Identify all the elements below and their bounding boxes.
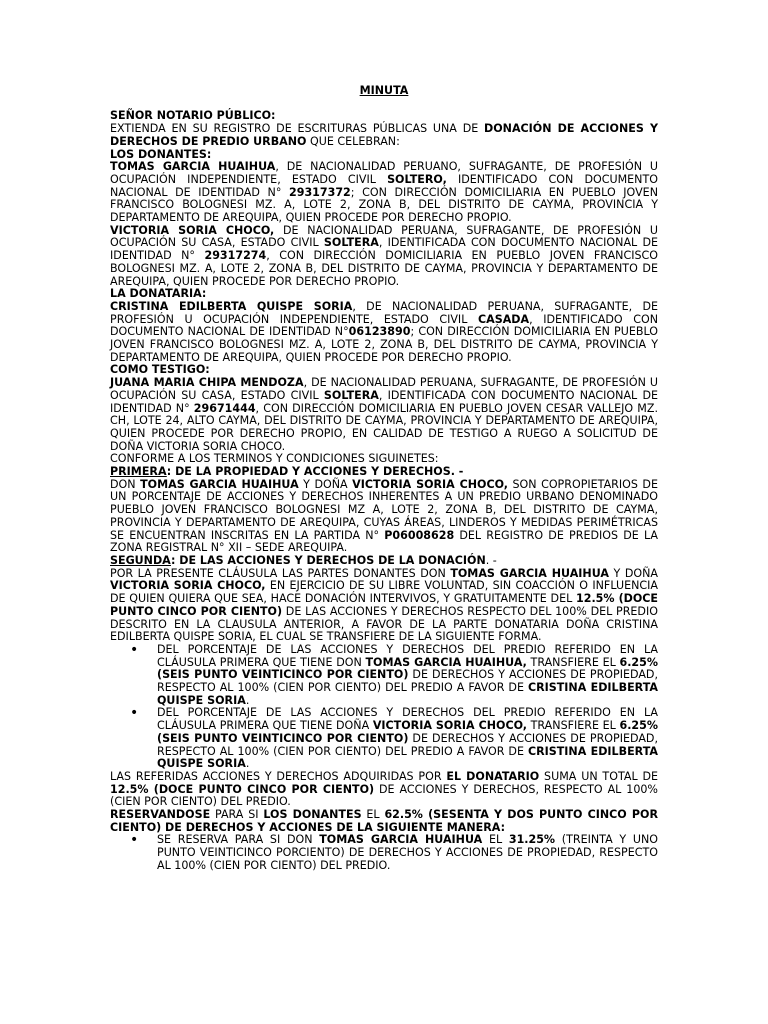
text-run: EN EJERCICIO DE SU LIBRE VOLUNTAD, SIN COACCIÓN O INFLUENCIA DE QUIEN QUIERA QUE SEA, HACE DONACIÓN INTERVIVOS, Y GRATUITAMENTE DEL [110, 579, 658, 606]
text-run: 12.5% (DOCE PUNTO CINCO POR CIENTO) [110, 592, 659, 618]
text-run: Y DOÑA [298, 477, 353, 491]
text-run: CRISTINA EDILBERTA QUISPE SORIA [157, 744, 658, 771]
text-run: , CON DIRECCIÓN DOMICILIARIA EN PUEBLO JOVEN CESAR VALLEJO MZ. CH, LOTE 24, ALTO CAYMA, DEL DISTRITO DE CAYMA, PROVINCIA Y DEPARTAMENTO DE AREQUIPA, QUIEN PROCEDE POR DERECHO PROPIO, EN CALIDAD DE TESTIGO A RUEGO A SOLICITUD DE DOÑA VICTORIA SORIA CHOCO. [110, 401, 658, 453]
text-run: , DE NACIONALIDAD PERUANA, SUFRAGANTE, DE PROFESIÓN U OCUPACIÓN SU CASA, ESTADO CIVIL [110, 376, 658, 402]
text-run: EL [482, 833, 509, 847]
text-run: TOMAS GARCIA HUAIHUA, [365, 655, 527, 669]
text-run: SEGUNDA [110, 554, 171, 567]
text-run: SUMA UN TOTAL DE [539, 769, 659, 783]
text-run: SOLTERA [323, 388, 379, 402]
text-run: TOMAS GARCIA HUAIHUA [319, 833, 483, 847]
text-run: TOMAS GARCIA HUAIHUA [140, 477, 299, 491]
text-run: (TREINTA Y UNO PUNTO VEINTICINCO PORCIENTO) DE DERECHOS Y ACCIONES DE PROPIEDAD, RESPECTO AL 100% (CIEN POR CIENTO) DEL PREDIO. [157, 833, 659, 872]
text-run: SOLTERO, [387, 172, 447, 186]
text-run: 62.5% (SESENTA Y DOS PUNTO CINCO POR CIENTO) DE DERECHOS Y ACCIONES DE LA SIGUIENTE MANERA: [110, 808, 659, 834]
text-run: CASADA [477, 312, 530, 326]
document-title: MINUTA [359, 84, 409, 97]
text-run: SON COPROPIETARIOS DE UN PORCENTAJE DE ACCIONES Y DERECHOS INHERENTES A UN PREDIO URBANO DENOMINADO PUEBLO JOVEN FRANCISCO BOLOGNESI MZ A, LOTE 2, ZONA B, DEL DISTRITO DE CAYMA, PROVINCIA Y DEPARTAMENTO DE AREQUIPA, CUYAS ÁREAS, LINDEROS Y MEDIDAS PERIMÉTRICAS SE ENCUENTRAN INSCRITAS EN LA PARTIDA N° [110, 477, 658, 542]
text-run: , IDENTIFICADA CON DOCUMENTO NACIONAL DE IDENTIDAD N° [110, 388, 658, 415]
text-run: , DE NACIONALIDAD PERUANO, SUFRAGANTE, DE PROFESIÓN U OCUPACIÓN INDEPENDIENTE, ESTADO CIVIL [110, 160, 658, 186]
donantes-heading: LOS DONANTES: [110, 147, 212, 161]
text-run: ; CON DIRECCIÓN DOMICILIARIA EN PUEBLO JOVEN FRANCISCO BOLOGNESI MZ. A, LOTE 2, ZONA B, DEL DISTRITO DE CAYMA, PROVINCIA Y DEPARTAMENTO DE AREQUIPA, QUIEN PROCEDE POR DERECHO PROPIO. [110, 325, 658, 364]
text-run: . - [485, 554, 497, 567]
text-run: 06123890 [348, 325, 411, 339]
text-run: , CON DIRECCIÓN DOMICILIARIA EN PUEBLO JOVEN FRANCISCO BOLOGNESI MZ. A, LOTE 2, ZONA B, DEL DISTRITO DE CAYMA, PROVINCIA Y DEPARTAMENTO DE AREQUIPA, QUIEN PROCEDE POR DERECHO PROPIO. [110, 249, 658, 288]
reserva-list [110, 834, 658, 872]
text-run: 29671444 [193, 401, 256, 415]
text-run: DONACIÓN DE ACCIONES Y DERECHOS DE PREDIO URBANO [110, 122, 658, 148]
text-run: , IDENTIFICADO CON DOCUMENTO NACIONAL DE IDENTIDAD N° [110, 312, 659, 339]
text-run: DE ACCIONES Y DERECHOS, RESPECTO AL 100% (CIEN POR CIENTO) DEL PREDIO. [110, 782, 658, 809]
document-body [110, 85, 658, 873]
text-run: DE LAS ACCIONES Y DERECHOS RESPECTO DEL 100% DEL PREDIO DESCRITO EN LA CLAUSULA ANTERIOR, A FAVOR DE LA PARTE DONATARIA DOÑA CRISTINA EDILBERTA QUISPE SORIA, EL CUAL SE TRANSFIERE DE LA SIGUIENTE FORMA. [110, 604, 658, 644]
conforme-paragraph: CONFORME A LOS TERMINOS Y CONDICIONES SIGUINETES: [110, 452, 439, 466]
text-run: ; CON DIRECCIÓN DOMICILIARIA EN PUEBLO JOVEN FRANCISCO BOLOGNESI MZ. A, LOTE 2, ZONA B, DEL DISTRITO DE CAYMA, PROVINCIA Y DEPARTAMENTO DE AREQUIPA, QUIEN PROCEDE POR DERECHO PROPIO. [110, 185, 658, 225]
text-run: PRIMERA [110, 465, 167, 479]
text-run: VICTORIA SORIA CHOCO, [110, 579, 266, 593]
text-run: EL [361, 808, 385, 822]
text-run: 29317372 [289, 185, 351, 199]
text-run: EL DONATARIO [446, 769, 540, 783]
text-run: TOMAS GARCIA HUAIHUA [110, 160, 276, 174]
donante-1-paragraph [110, 161, 658, 225]
text-run: . [245, 693, 250, 707]
text-run: EXTIENDA EN SU REGISTRO DE ESCRITURAS PÚBLICAS UNA DE [110, 122, 485, 136]
adquiridas-paragraph [110, 771, 658, 809]
text-run: LOS DONANTES [263, 808, 362, 822]
text-run: DE DERECHOS Y ACCIONES DE PROPIEDAD, RESPECTO AL 100% (CIEN POR CIENTO) DEL PREDIO A FAVOR DE [157, 731, 658, 758]
donante-2-paragraph [110, 225, 658, 289]
text-run: POR LA PRESENTE CLÁUSULA LAS PARTES DONANTES DON [110, 566, 451, 580]
text-run: : DE LA PROPIEDAD Y ACCIONES Y DERECHOS. - [166, 465, 464, 479]
text-run: DE DERECHOS Y ACCIONES DE PROPIEDAD, RESPECTO AL 100% (CIEN POR CIENTO) DEL PREDIO A FAVOR DE [157, 668, 658, 695]
text-run: VICTORIA SORIA CHOCO, [110, 223, 275, 237]
text-run: TRANSFIERE EL [527, 719, 620, 733]
text-run: JUANA MARIA CHIPA MENDOZA [110, 376, 304, 390]
text-run: DEL PORCENTAJE DE LAS ACCIONES Y DERECHOS DEL PREDIO REFERIDO EN LA CLÁUSULA PRIMERA QUE TIENE DOÑA [157, 706, 658, 733]
text-run: 6.25% (SEIS PUNTO VEINTICINCO POR CIENTO) [157, 719, 658, 745]
text-run: DE NACIONALIDAD PERUANA, SUFRAGANTE, DE PROFESIÓN U OCUPACIÓN SU CASA, ESTADO CIVIL [110, 223, 658, 250]
reservando-paragraph [110, 809, 658, 834]
text-run: Y DOÑA [608, 566, 658, 580]
text-run: 31.25% [508, 833, 556, 847]
text-run: 6.25% (SEIS PUNTO VEINTICINCO POR CIENTO) [157, 655, 658, 682]
segunda-list [110, 644, 658, 771]
salutation: SEÑOR NOTARIO PÚBLICO: [110, 109, 276, 123]
intro-paragraph [110, 123, 658, 148]
text-run: TRANSFIERE EL [526, 655, 620, 669]
text-run: IDENTIFICADO CON DOCUMENTO NACIONAL DE IDENTIDAD N° [110, 172, 658, 199]
testigo-paragraph [110, 377, 658, 453]
text-run: DEL PORCENTAJE DE LAS ACCIONES Y DERECHOS DEL PREDIO REFERIDO EN LA CLÁUSULA PRIMERA QUE TIENE DON [157, 642, 658, 669]
text-run: CRISTINA EDILBERTA QUISPE SORIA [110, 299, 353, 313]
text-run: DEL REGISTRO DE PREDIOS DE LA ZONA REGISTRAL N° XII – SEDE AREQUIPA. [110, 528, 658, 555]
primera-paragraph [110, 479, 658, 555]
text-run: VICTORIA SORIA CHOCO, [352, 477, 508, 491]
text-run: PARA SI [210, 808, 264, 822]
text-run: , IDENTIFICADA CON DOCUMENTO NACIONAL DE IDENTIDAD N° [110, 236, 658, 263]
text-run: TOMAS GARCIA HUAIHUA [450, 566, 609, 580]
list-item [157, 707, 658, 771]
donataria-heading: LA DONATARIA: [110, 287, 207, 301]
text-run: . [245, 757, 250, 771]
text-run: : DE LAS ACCIONES Y DERECHOS DE LA DONACIÓN [170, 554, 486, 567]
list-item [157, 834, 658, 872]
list-item [157, 644, 658, 708]
text-run: 29317274 [204, 249, 267, 263]
text-run: P06008628 [384, 528, 455, 542]
text-run: RESERVANDOSE [110, 808, 211, 822]
text-run: , DE NACIONALIDAD PERUANA, SUFRAGANTE, DE PROFESIÓN U OCUPACIÓN INDEPENDIENTE, ESTADO CIVIL [110, 299, 659, 326]
testigo-heading: COMO TESTIGO: [110, 363, 210, 377]
segunda-paragraph [110, 568, 658, 644]
text-run: SE RESERVA PARA SI DON [157, 833, 320, 847]
text-run: CRISTINA EDILBERTA QUISPE SORIA [157, 681, 658, 707]
donataria-paragraph [110, 301, 658, 365]
text-run: LAS REFERIDAS ACCIONES Y DERECHOS ADQUIRIDAS POR [110, 769, 447, 783]
text-run: VICTORIA SORIA CHOCO, [372, 719, 527, 733]
text-run: 12.5% (DOCE PUNTO CINCO POR CIENTO) [110, 782, 375, 796]
text-run: SOLTERA [323, 236, 379, 250]
text-run: QUE CELEBRAN: [306, 134, 400, 148]
text-run: DON [110, 477, 141, 491]
